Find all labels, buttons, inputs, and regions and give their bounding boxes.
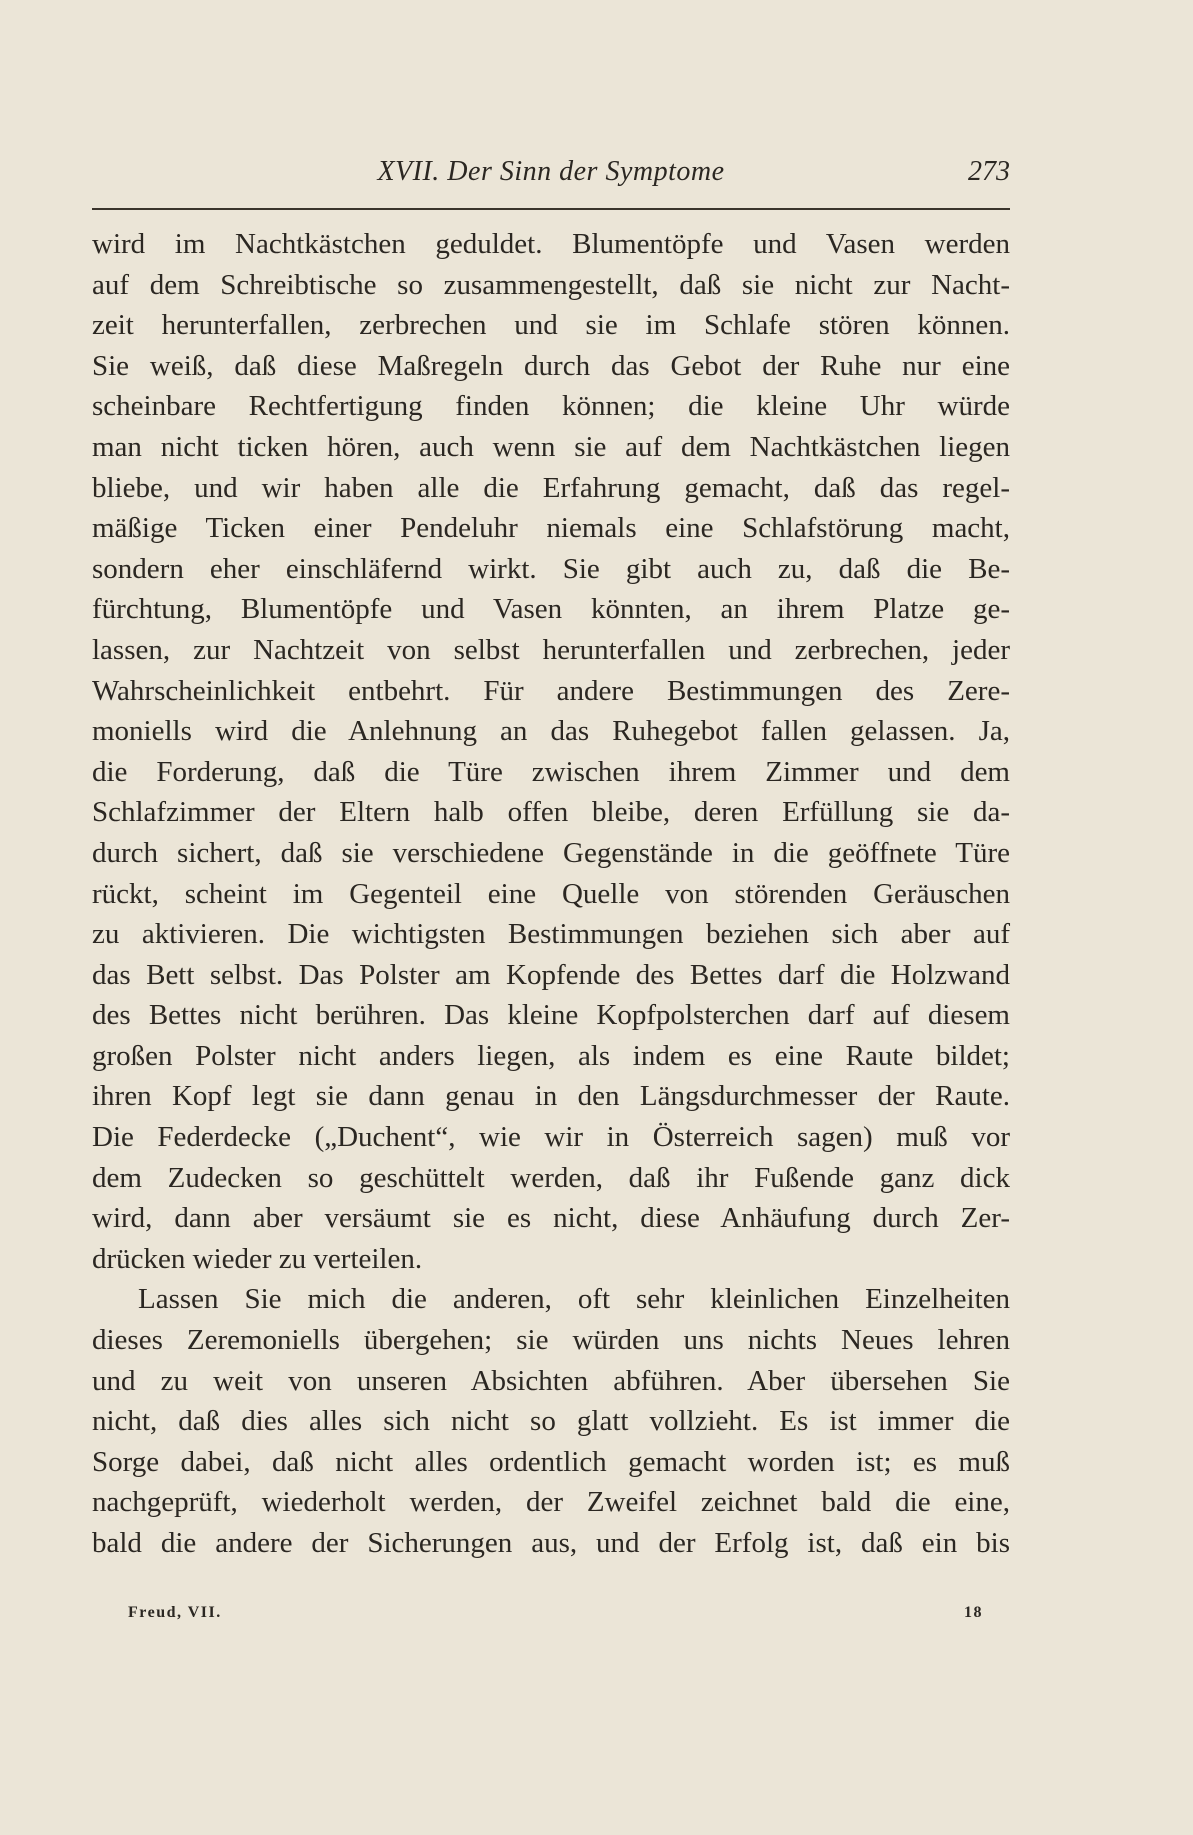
text-line: zu aktivieren. Die wichtigsten Bestimmungen beziehen sich aber auf bbox=[92, 918, 1010, 951]
text-line: zeit herunterfallen, zerbrechen und sie im Schlafe stören können. bbox=[92, 309, 1010, 342]
text-line: fürchtung, Blumentöpfe und Vasen könnten, an ihrem Platze ge- bbox=[92, 593, 1010, 626]
text-line: Sorge dabei, daß nicht alles ordentlich gemacht worden ist; es muß bbox=[92, 1445, 1010, 1478]
text-line: die Forderung, daß die Türe zwischen ihrem Zimmer und dem bbox=[92, 755, 1010, 788]
page-number: 273 bbox=[968, 156, 1010, 187]
text-line: drücken wieder zu verteilen. bbox=[92, 1242, 423, 1275]
text-line: dieses Zeremoniells übergehen; sie würden uns nichts Neues lehren bbox=[92, 1324, 1010, 1357]
text-line: das Bett selbst. Das Polster am Kopfende des Bettes darf die Holzwand bbox=[92, 958, 1010, 991]
text-line: scheinbare Rechtfertigung finden können; die kleine Uhr würde bbox=[92, 390, 1010, 423]
footer-signature: Freud, VII. bbox=[128, 1604, 222, 1621]
text-line: und zu weit von unseren Absichten abführen. Aber übersehen Sie bbox=[92, 1364, 1010, 1397]
body-text bbox=[92, 224, 1010, 1564]
page-header bbox=[92, 148, 1010, 198]
text-line: dem Zudecken so geschüttelt werden, daß ihr Fußende ganz dick bbox=[92, 1161, 1010, 1194]
text-line: moniells wird die Anlehnung an das Ruhegebot fallen gelassen. Ja, bbox=[92, 715, 1010, 748]
text-line: sondern eher einschläfernd wirkt. Sie gibt auch zu, daß die Be- bbox=[92, 552, 1010, 585]
text-line: wird, dann aber versäumt sie es nicht, diese Anhäufung durch Zer- bbox=[92, 1202, 1010, 1235]
text-line: großen Polster nicht anders liegen, als indem es eine Raute bildet; bbox=[92, 1039, 1010, 1072]
text-line: man nicht ticken hören, auch wenn sie auf dem Nachtkästchen liegen bbox=[92, 430, 1010, 463]
text-line: lassen, zur Nachtzeit von selbst herunterfallen und zerbrechen, jeder bbox=[92, 633, 1010, 666]
header-rule bbox=[92, 208, 1010, 210]
text-line: ihren Kopf legt sie dann genau in den Längsdurchmesser der Raute. bbox=[92, 1080, 1010, 1113]
text-line: bliebe, und wir haben alle die Erfahrung gemacht, daß das regel- bbox=[92, 471, 1010, 504]
running-title: XVII. Der Sinn der Symptome bbox=[377, 156, 725, 187]
text-line: mäßige Ticken einer Pendeluhr niemals eine Schlafstörung macht, bbox=[92, 512, 1010, 545]
text-line: auf dem Schreibtische so zusammengestellt, daß sie nicht zur Nacht- bbox=[92, 268, 1010, 301]
text-line: Schlafzimmer der Eltern halb offen bleibe, deren Erfüllung sie da- bbox=[92, 796, 1010, 829]
text-line: bald die andere der Sicherungen aus, und der Erfolg ist, daß ein bis bbox=[92, 1527, 1010, 1559]
sheet-signature: 18 bbox=[964, 1604, 983, 1621]
page-footer bbox=[128, 1604, 983, 1634]
text-line: durch sichert, daß sie verschiedene Gegenstände in die geöffnete Türe bbox=[92, 836, 1010, 869]
text-line: nicht, daß dies alles sich nicht so glatt vollzieht. Es ist immer die bbox=[92, 1405, 1010, 1438]
text-line: nachgeprüft, wiederholt werden, der Zweifel zeichnet bald die eine, bbox=[92, 1486, 1010, 1519]
text-line: Lassen Sie mich die anderen, oft sehr kleinlichen Einzelheiten bbox=[138, 1283, 1010, 1316]
text-line: Die Federdecke („Duchent“, wie wir in Österreich sagen) muß vor bbox=[92, 1121, 1010, 1154]
text-line: Sie weiß, daß diese Maßregeln durch das Gebot der Ruhe nur eine bbox=[92, 349, 1010, 382]
text-line: rückt, scheint im Gegenteil eine Quelle von störenden Geräuschen bbox=[92, 877, 1010, 910]
text-line: wird im Nachtkästchen geduldet. Blumentöpfe und Vasen werden bbox=[92, 228, 1010, 260]
text-line: des Bettes nicht berühren. Das kleine Kopfpolsterchen darf auf diesem bbox=[92, 999, 1010, 1032]
text-line: Wahrscheinlichkeit entbehrt. Für andere Bestimmungen des Zere- bbox=[92, 674, 1010, 707]
